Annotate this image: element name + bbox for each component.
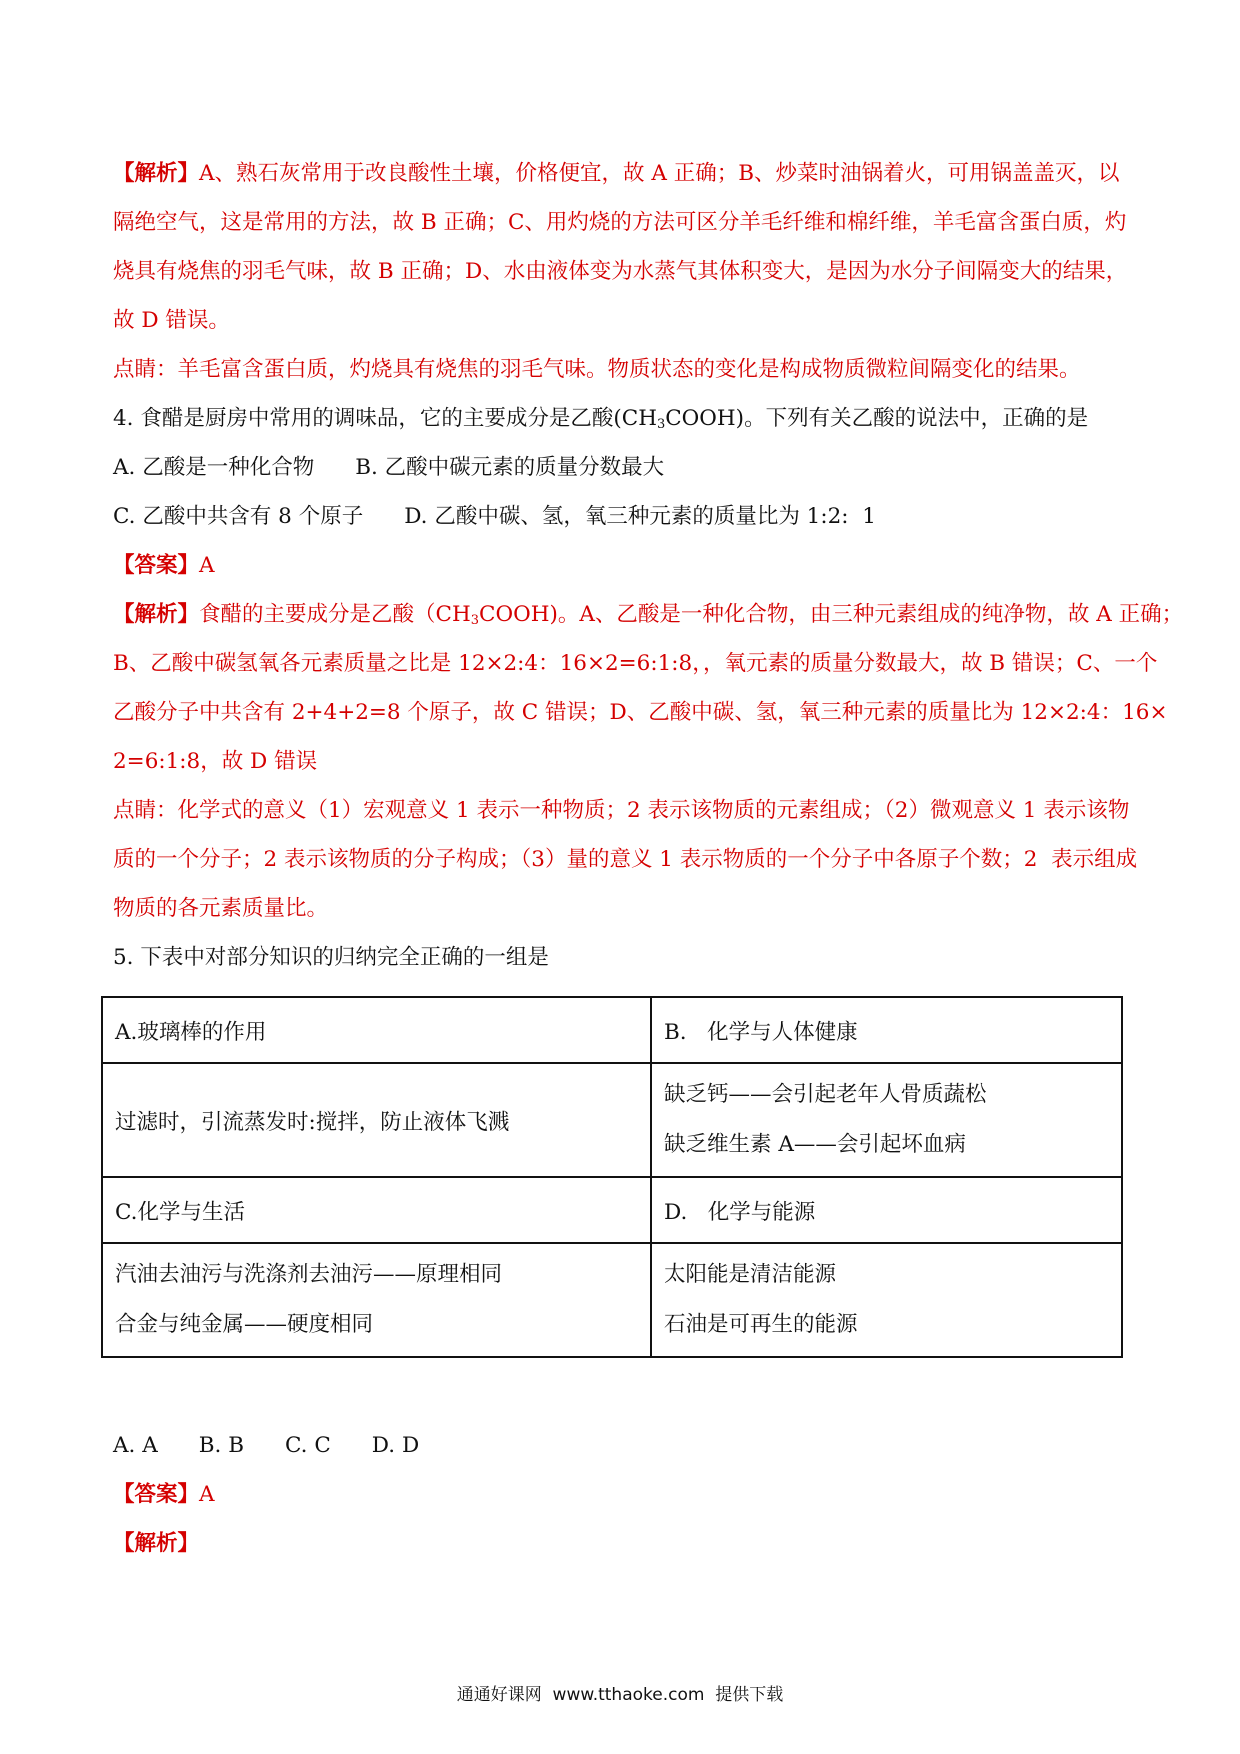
q5-answer-value: A: [199, 1482, 215, 1507]
q5-cell-a-title: A.玻璃棒的作用: [102, 997, 651, 1063]
q4-analysis-line-1: [113, 601, 1184, 629]
q5-analysis-label: 【解析】: [113, 1531, 200, 1556]
page-footer: 通通好课网 www.tthaoke.com 提供下载: [456, 1685, 784, 1705]
q4-point-line-2: 质的一个分子；2 表示该物质的分子构成；（3）量的意义 1 表示物质的一个分子中各原子个数；2 表示组成: [113, 847, 1138, 872]
q4-stem: [113, 405, 1143, 433]
q5-cell-b-body: [651, 1063, 1122, 1177]
q3-point: 点睛：羊毛富含蛋白质，灼烧具有烧焦的羽毛气味。物质状态的变化是构成物质微粒间隔变化的结果。: [113, 357, 1081, 382]
q5-cell-c-title: C.化学与生活: [102, 1177, 651, 1243]
table-row: [102, 1177, 1122, 1243]
q5-cell-a-body: 过滤时，引流蒸发时:搅拌，防止液体飞溅: [102, 1063, 651, 1177]
q4-stem-sub: 3: [656, 417, 666, 432]
q5-stem: 5. 下表中对部分知识的归纳完全正确的一组是: [113, 945, 549, 970]
q4-analysis-line-2: B、乙酸中碳氢氧各元素质量之比是 12×2:4：16×2=6:1:8，，氧元素的质量分数最大，故 B 错误；C、一个: [113, 651, 1158, 676]
q5-c-body-line-1: 汽油去油污与洗涤剂去油污——原理相同: [115, 1262, 503, 1287]
q3-analysis-text-1: A、熟石灰常用于改良酸性土壤，价格便宜，故 A 正确；B、炒菜时油锅着火，可用锅盖盖灭，以: [199, 161, 1120, 186]
q4-stem-pre: 4. 食醋是厨房中常用的调味品，它的主要成分是乙酸(CH: [113, 406, 657, 431]
q4-answer-label: 【答案】: [113, 553, 200, 578]
table-row: [102, 997, 1122, 1063]
q3-analysis-line-4: 故 D 错误。: [113, 308, 230, 333]
q5-d-body-line-2: 石油是可再生的能源: [664, 1312, 858, 1337]
q5-table: [101, 996, 1123, 1358]
q4-point-line-3: 物质的各元素质量比。: [113, 896, 329, 921]
q4-analysis-pre: 食醋的主要成分是乙酸（CH: [199, 602, 471, 627]
table-row: [102, 1063, 1122, 1177]
q5-b-body-line-2: 缺乏维生素 A——会引起坏血病: [664, 1132, 966, 1157]
q3-analysis-label: 【解析】: [113, 161, 200, 186]
q5-c-body-line-2: 合金与纯金属——硬度相同: [115, 1312, 374, 1337]
q5-cell-c-body: [102, 1243, 651, 1357]
q5-cell-d-body: [651, 1243, 1122, 1357]
q5-answer-label: 【答案】: [113, 1482, 200, 1507]
q5-analysis: [113, 1530, 1143, 1558]
q4-answer-value: A: [199, 553, 215, 578]
q4-analysis-line-3: 乙酸分子中共含有 2+4+2=8 个原子，故 C 错误；D、乙酸中碳、氢，氧三种元素的质量比为 12×2:4：16×: [113, 700, 1168, 725]
q5-answer: [113, 1481, 1143, 1509]
q4-analysis-label: 【解析】: [113, 602, 200, 627]
q4-analysis-post: COOH)。A、乙酸是一种化合物，由三种元素组成的纯净物，故 A 正确；: [479, 602, 1184, 627]
q5-d-body-line-1: 太阳能是清洁能源: [664, 1262, 837, 1287]
q3-analysis-line-3: 烧具有烧焦的羽毛气味，故 B 正确；D、水由液体变为水蒸气其体积变大，是因为水分子间隔变大的结果，: [113, 259, 1128, 284]
q4-options-line-1: A. 乙酸是一种化合物 B. 乙酸中碳元素的质量分数最大: [113, 455, 665, 480]
q3-analysis-line-1: [113, 160, 1143, 188]
q4-analysis-sub: 3: [470, 613, 479, 628]
table-row: [102, 1243, 1122, 1357]
q5-cell-b-title: B. 化学与人体健康: [651, 997, 1122, 1063]
q4-options-line-2: C. 乙酸中共含有 8 个原子 D. 乙酸中碳、氢，氧三种元素的质量比为 1:2: 1: [113, 504, 876, 529]
q5-cell-d-title: D. 化学与能源: [651, 1177, 1122, 1243]
q4-point-line-1: 点睛：化学式的意义（1）宏观意义 1 表示一种物质；2 表示该物质的元素组成；（2）微观意义 1 表示该物: [113, 798, 1130, 823]
q3-analysis-line-2: 隔绝空气，这是常用的方法，故 B 正确；C、用灼烧的方法可区分羊毛纤维和棉纤维，羊毛富含蛋白质，灼: [113, 210, 1127, 235]
q5-options: A. A B. B C. C D. D: [113, 1433, 420, 1458]
q4-answer: [113, 552, 1143, 580]
q4-analysis-line-4: 2=6:1:8，故 D 错误: [113, 749, 318, 774]
q5-b-body-line-1: 缺乏钙——会引起老年人骨质蔬松: [664, 1082, 987, 1107]
q4-stem-post: COOH)。下列有关乙酸的说法中，正确的是: [665, 406, 1089, 431]
